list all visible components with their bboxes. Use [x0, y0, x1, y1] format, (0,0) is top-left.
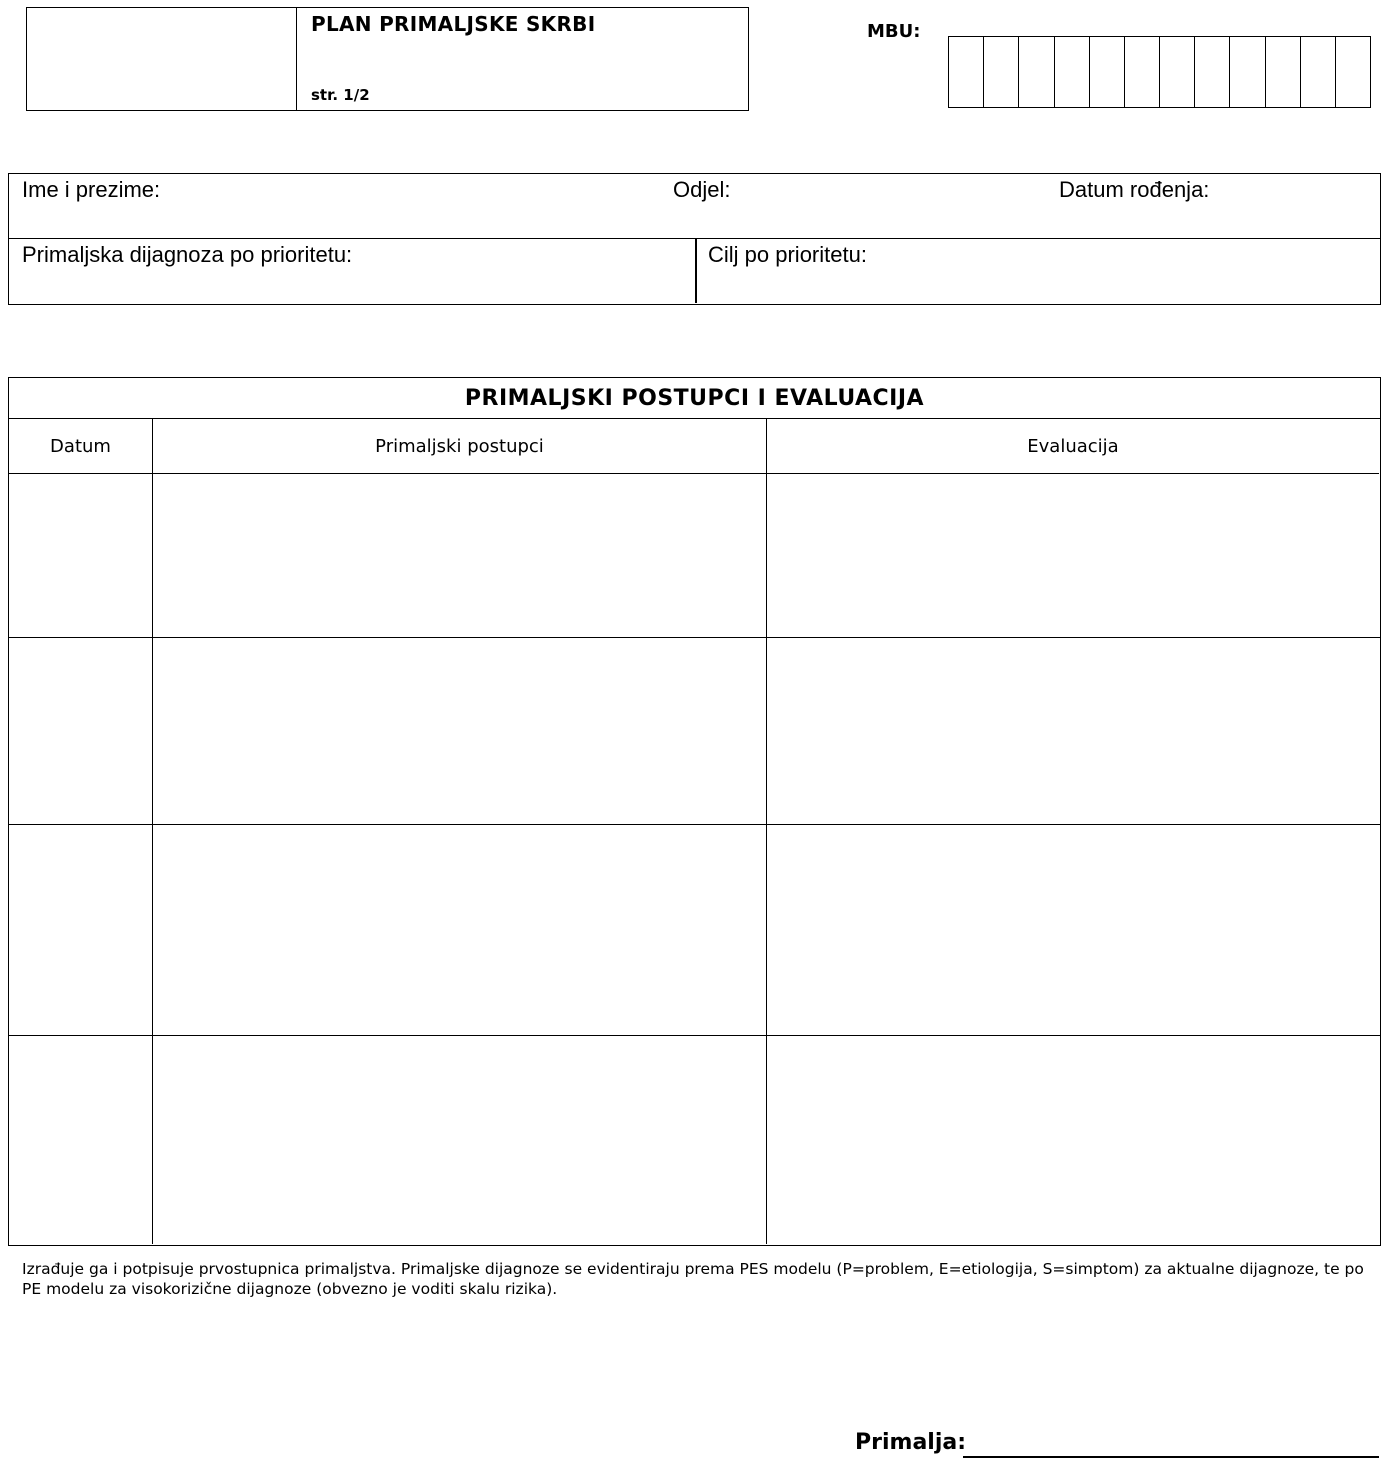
column-header-evaluation: Evaluacija — [767, 419, 1379, 474]
mbu-digit-cell[interactable] — [1336, 37, 1370, 107]
department-label: Odjel: — [673, 177, 731, 202]
mbu-digit-cell[interactable] — [949, 37, 984, 107]
evaluation-cell[interactable] — [767, 474, 1379, 637]
procedure-cell[interactable] — [153, 638, 767, 824]
table-row — [9, 1036, 1380, 1244]
page-number: str. 1/2 — [311, 86, 370, 104]
mbu-digit-cell[interactable] — [1230, 37, 1265, 107]
column-divider — [695, 239, 697, 303]
table-row — [9, 825, 1380, 1036]
procedure-cell[interactable] — [153, 474, 767, 637]
evaluation-cell[interactable] — [767, 825, 1379, 1035]
column-header-procedures: Primaljski postupci — [153, 419, 767, 474]
date-cell[interactable] — [9, 825, 153, 1035]
date-cell[interactable] — [9, 474, 153, 637]
date-cell[interactable] — [9, 638, 153, 824]
procedure-cell[interactable] — [153, 1036, 767, 1244]
diagnosis-label: Primaljska dijagnoza po prioritetu: — [22, 242, 353, 267]
logo-placeholder — [27, 8, 297, 110]
form-title: PLAN PRIMALJSKE SKRBI — [311, 12, 596, 36]
evaluation-cell[interactable] — [767, 638, 1379, 824]
mbu-digit-cell[interactable] — [1195, 37, 1230, 107]
procedures-table — [8, 377, 1381, 1246]
date-cell[interactable] — [9, 1036, 153, 1244]
mbu-digit-cell[interactable] — [1090, 37, 1125, 107]
signature-line[interactable] — [963, 1456, 1379, 1458]
signature-label: Primalja: — [855, 1430, 967, 1455]
patient-info-row — [9, 174, 1380, 239]
mbu-digit-cell[interactable] — [1055, 37, 1090, 107]
name-label: Ime i prezime: — [22, 177, 161, 202]
mbu-digit-cell[interactable] — [1125, 37, 1160, 107]
mbu-digit-cell[interactable] — [1160, 37, 1195, 107]
table-row — [9, 638, 1380, 825]
mbu-digit-cell[interactable] — [984, 37, 1019, 107]
dob-label: Datum rođenja: — [1059, 177, 1210, 202]
patient-info-box — [8, 173, 1381, 305]
diagnosis-goal-row — [9, 239, 1380, 303]
procedure-cell[interactable] — [153, 825, 767, 1035]
form-header — [26, 7, 749, 111]
mbu-digit-cell[interactable] — [1019, 37, 1054, 107]
evaluation-cell[interactable] — [767, 1036, 1379, 1244]
column-header-date: Datum — [9, 419, 153, 474]
mbu-digit-cell[interactable] — [1266, 37, 1301, 107]
mbu-input-grid[interactable] — [948, 36, 1371, 108]
mbu-label: MBU: — [867, 21, 921, 42]
table-title: PRIMALJSKI POSTUPCI I EVALUACIJA — [9, 378, 1380, 419]
goal-label: Cilj po prioritetu: — [708, 242, 867, 267]
table-row — [9, 474, 1380, 638]
footnote: Izrađuje ga i potpisuje prvostupnica primaljstva. Primaljske dijagnoze se evidentiraju prema PES modelu (P=problem, E=etiologija, S=simptom) za aktualne dijagnoze, te po PE modelu za visokorizične dijagnoze (obvezno je voditi skalu rizika). — [22, 1260, 1364, 1298]
mbu-digit-cell[interactable] — [1301, 37, 1336, 107]
